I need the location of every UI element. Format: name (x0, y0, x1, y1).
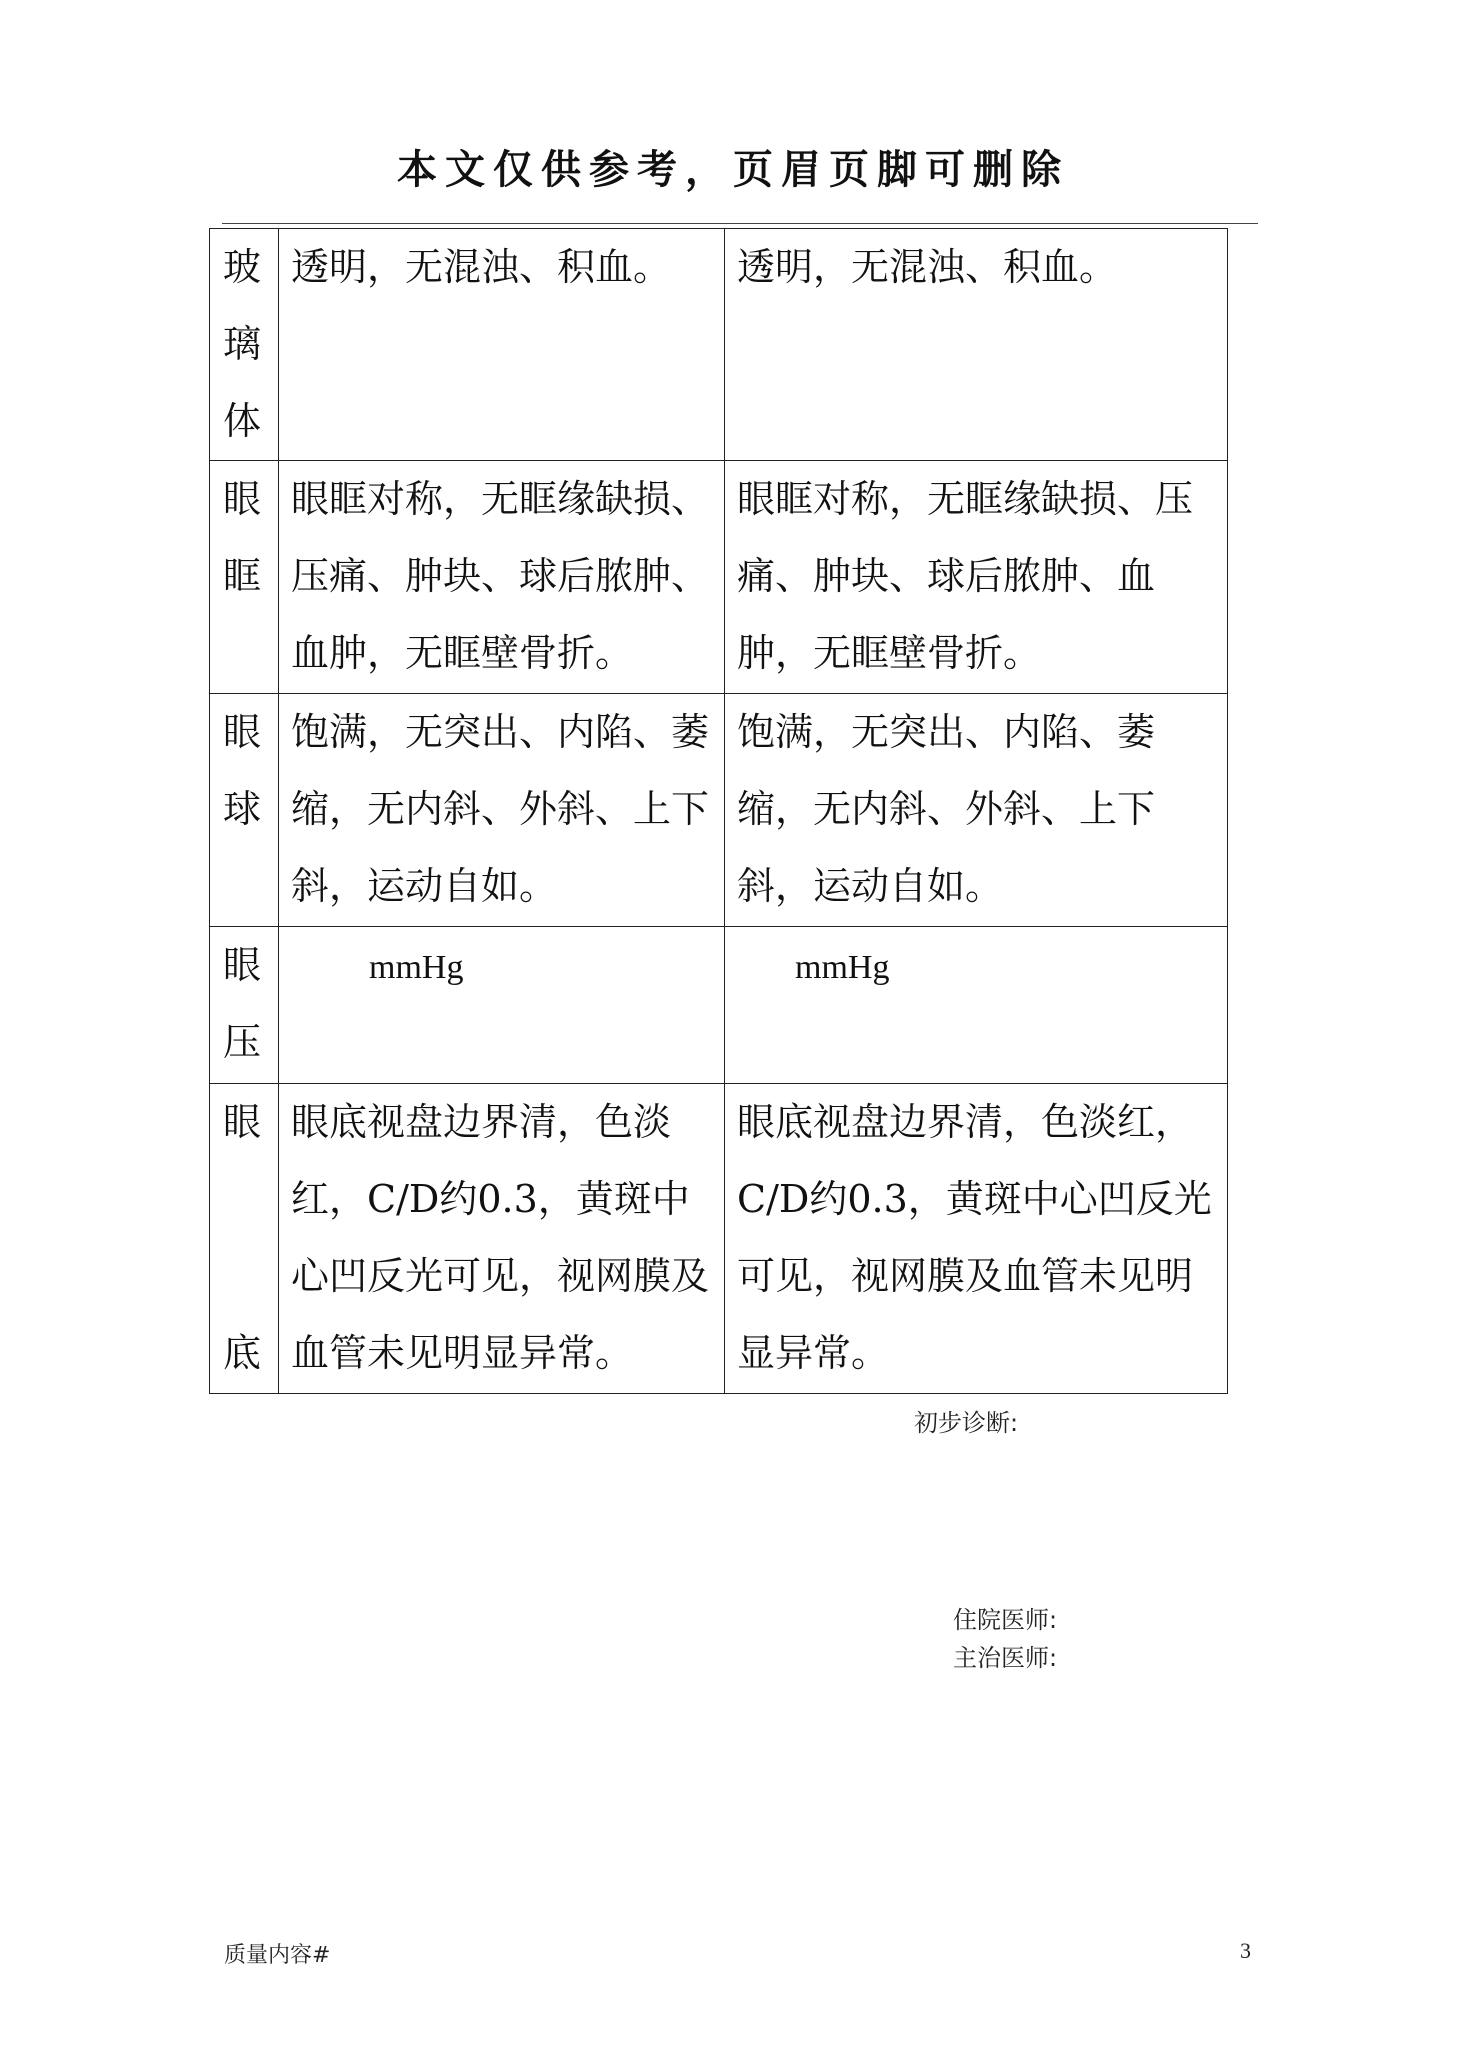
row-label-eyeball (210, 694, 279, 927)
row-label-orbit (210, 461, 279, 694)
left-eye-vitreous: 透明，无混浊、积血。 (725, 229, 1228, 461)
label-char: 压 (223, 1020, 262, 1064)
table-row (210, 461, 1228, 694)
footer-left-text: 质量内容# (224, 1943, 331, 1968)
row-label-iop (210, 927, 279, 1084)
left-eye-iop (725, 927, 1228, 1084)
label-char: 眼 (223, 943, 262, 987)
table-row (210, 927, 1228, 1084)
table-row (210, 1084, 1228, 1394)
row-label-fundus (210, 1084, 279, 1394)
label-char: 眼 (223, 1100, 262, 1144)
right-eye-fundus: 眼底视盘边界清，色淡红，C/D约0.3，黄斑中心凹反光可见，视网膜及血管未见明显异常。 (279, 1084, 725, 1394)
right-eye-iop (279, 927, 725, 1084)
right-eye-orbit: 眼眶对称，无眶缘缺损、压痛、肿块、球后脓肿、血肿，无眶壁骨折。 (279, 461, 725, 694)
label-char: 璃 (223, 322, 262, 366)
left-eye-iop-unit: mmHg (795, 949, 890, 986)
attending-physician-label: 主治医师: (953, 1644, 1058, 1672)
table-row (210, 229, 1228, 461)
label-char: 玻 (223, 245, 262, 289)
left-eye-orbit: 眼眶对称，无眶缘缺损、压痛、肿块、球后脓肿、血肿，无眶壁骨折。 (725, 461, 1228, 694)
label-char: 眼 (223, 477, 262, 521)
resident-physician-label: 住院医师: (953, 1606, 1058, 1634)
label-char: 眶 (223, 554, 262, 598)
right-eye-eyeball: 饱满，无突出、内陷、萎缩，无内斜、外斜、上下斜，运动自如。 (279, 694, 725, 927)
label-char: 眼 (223, 710, 262, 754)
label-char: 体 (223, 399, 262, 443)
label-char: 底 (223, 1331, 262, 1375)
header-title: 本文仅供参考，页眉页脚可删除 (397, 147, 1069, 193)
page-number: 3 (1240, 1938, 1251, 1963)
diagnosis-label: 初步诊断: (914, 1409, 1019, 1437)
eye-exam-table (209, 228, 1228, 1394)
header-rule (222, 223, 1258, 224)
left-eye-fundus: 眼底视盘边界清，色淡红，C/D约0.3，黄斑中心凹反光可见，视网膜及血管未见明显异常。 (725, 1084, 1228, 1394)
row-label-vitreous (210, 229, 279, 461)
left-eye-eyeball: 饱满，无突出、内陷、萎缩，无内斜、外斜、上下斜，运动自如。 (725, 694, 1228, 927)
right-eye-vitreous: 透明，无混浊、积血。 (279, 229, 725, 461)
right-eye-iop-unit: mmHg (369, 949, 464, 986)
table-row (210, 694, 1228, 927)
label-char: 球 (223, 787, 262, 831)
